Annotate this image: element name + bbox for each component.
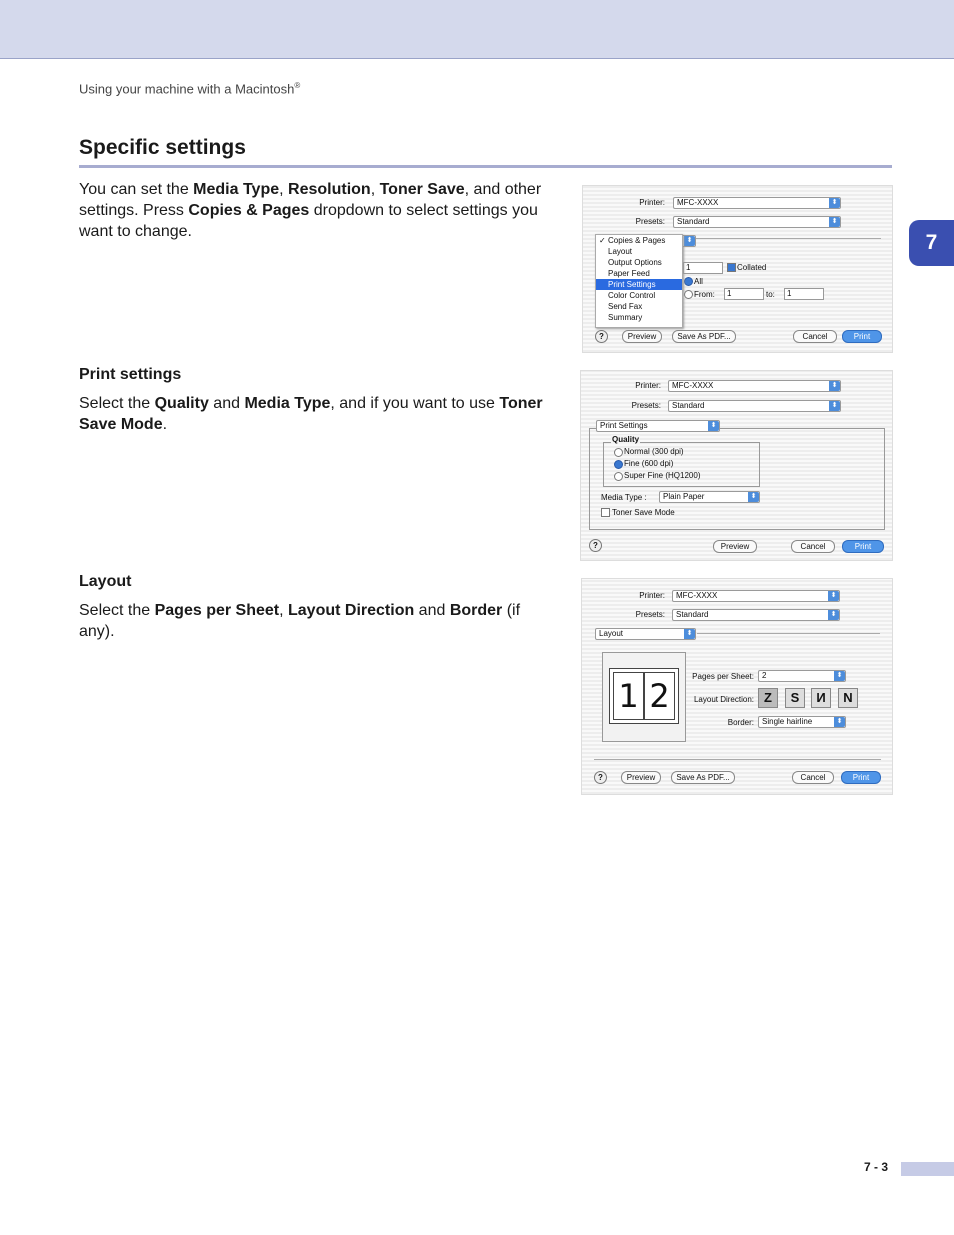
toner-save-label: Toner Save Mode [612,508,675,517]
quality-superfine-label: Super Fine (HQ1200) [624,471,701,480]
menu-item-print-settings[interactable]: Print Settings [596,279,682,290]
menu-item-output-options[interactable]: Output Options [608,258,662,267]
menu-item-color-control[interactable]: Color Control [608,291,656,300]
from-label: From: [694,290,715,299]
help-button[interactable]: ? [594,771,607,784]
copies-pages-dialog [582,185,893,353]
cancel-button[interactable]: Cancel [793,330,837,343]
popup-arrows-icon: ⬍ [684,236,695,246]
presets-label: Presets: [631,401,661,410]
separator [697,633,880,634]
print-button[interactable]: Print [841,771,881,784]
printer-popup[interactable]: MFC-XXXX ⬍ [672,590,840,602]
checkmark-icon: ✓ [599,236,606,245]
pages-per-sheet-popup[interactable]: 2 ⬍ [758,670,846,682]
popup-arrows-icon: ⬍ [829,381,840,391]
popup-arrows-icon: ⬍ [834,717,845,727]
preview-button[interactable]: Preview [713,540,757,553]
quality-normal-radio[interactable] [614,448,623,457]
panel-popup[interactable]: Layout ⬍ [595,628,696,640]
direction-s-icon[interactable]: S [785,688,805,708]
printer-popup[interactable]: MFC-XXXX ⬍ [668,380,841,392]
save-as-pdf-button[interactable]: Save As PDF... [671,771,735,784]
media-type-popup[interactable]: Plain Paper ⬍ [659,491,760,503]
presets-label: Presets: [635,217,665,226]
print-settings-dialog [580,370,893,561]
separator [594,759,881,760]
pages-from-radio[interactable] [684,290,693,299]
menu-item-send-fax[interactable]: Send Fax [608,302,643,311]
help-button[interactable]: ? [589,539,602,552]
popup-arrows-icon: ⬍ [829,401,840,411]
to-label: to: [766,290,775,299]
pages-per-sheet-label: Pages per Sheet: [692,672,754,681]
popup-arrows-icon: ⬍ [828,610,839,620]
running-title: Using your machine with a Macintosh® [79,81,301,97]
print-settings-heading: Print settings [79,366,182,383]
border-popup[interactable]: Single hairline ⬍ [758,716,846,728]
printer-popup[interactable]: MFC-XXXX ⬍ [673,197,841,209]
collated-checkbox[interactable] [727,263,736,272]
cancel-button[interactable]: Cancel [792,771,834,784]
panel-popup[interactable]: Print Settings ⬍ [596,420,720,432]
quality-fine-radio[interactable] [614,460,623,469]
print-button[interactable]: Print [842,540,884,553]
help-button[interactable]: ? [595,330,608,343]
menu-item-layout[interactable]: Layout [608,247,633,256]
presets-label: Presets: [635,610,665,619]
print-button[interactable]: Print [842,330,882,343]
preview-button[interactable]: Preview [622,330,662,343]
header-bar [0,0,954,59]
layout-preview-sheet [609,668,679,724]
print-settings-paragraph: Select the Quality and Media Type, and if you want to use Toner Save Mode. [79,395,543,433]
direction-z-icon[interactable]: Z [758,688,778,708]
popup-arrows-icon: ⬍ [748,492,759,502]
printer-label: Printer: [639,591,665,600]
to-field[interactable]: 1 [784,288,824,300]
quality-label: Quality [612,435,640,444]
printer-label: Printer: [639,198,665,207]
direction-n-icon[interactable]: N [838,688,858,708]
menu-item-paper-feed[interactable]: Paper Feed [608,269,650,278]
chapter-tab: 7 [909,220,954,266]
popup-arrows-icon: ⬍ [834,671,845,681]
pages-all-label: All [694,277,703,286]
preview-page-2: 2 [644,672,675,720]
section-title: Specific settings [79,136,246,159]
printer-label: Printer: [635,381,661,390]
page-number-bar [901,1162,954,1176]
copies-field[interactable]: 1 [683,262,723,274]
popup-arrows-icon: ⬍ [829,198,840,208]
popup-arrows-icon: ⬍ [829,217,840,227]
layout-heading: Layout [79,573,132,590]
preview-button[interactable]: Preview [621,771,661,784]
quality-normal-label: Normal (300 dpi) [624,447,684,456]
quality-fine-label: Fine (600 dpi) [624,459,674,468]
layout-direction-label: Layout Direction: [693,695,754,704]
title-rule [79,165,892,168]
panel-dropdown-menu [595,234,683,328]
preview-page-1: 1 [613,672,644,720]
save-as-pdf-button[interactable]: Save As PDF... [672,330,736,343]
quality-superfine-radio[interactable] [614,472,623,481]
border-label: Border: [727,718,754,727]
direction-reverse-n-icon[interactable]: И [811,688,831,708]
popup-arrows-icon: ⬍ [684,629,695,639]
cancel-button[interactable]: Cancel [791,540,835,553]
menu-item-copies-pages[interactable]: ✓ Copies & Pages [599,236,666,245]
popup-arrows-icon: ⬍ [708,421,719,431]
presets-popup[interactable]: Standard ⬍ [668,400,841,412]
media-type-label: Media Type : [601,493,647,502]
from-field[interactable]: 1 [724,288,764,300]
presets-popup[interactable]: Standard ⬍ [673,216,841,228]
collated-label: Collated [737,263,767,272]
pages-all-radio[interactable] [684,277,693,286]
layout-dialog [581,578,893,795]
presets-popup[interactable]: Standard ⬍ [672,609,840,621]
layout-paragraph: Select the Pages per Sheet, Layout Direction and Border (if any). [79,602,521,640]
menu-item-summary[interactable]: Summary [608,313,643,322]
page-number: 7 - 3 [864,1160,889,1174]
intro-paragraph: You can set the Media Type, Resolution, Toner Save, and other settings. Press Copies & Pages dropdown to select settings you want to change. [79,181,542,240]
popup-arrows-icon: ⬍ [828,591,839,601]
toner-save-checkbox[interactable] [601,508,610,517]
